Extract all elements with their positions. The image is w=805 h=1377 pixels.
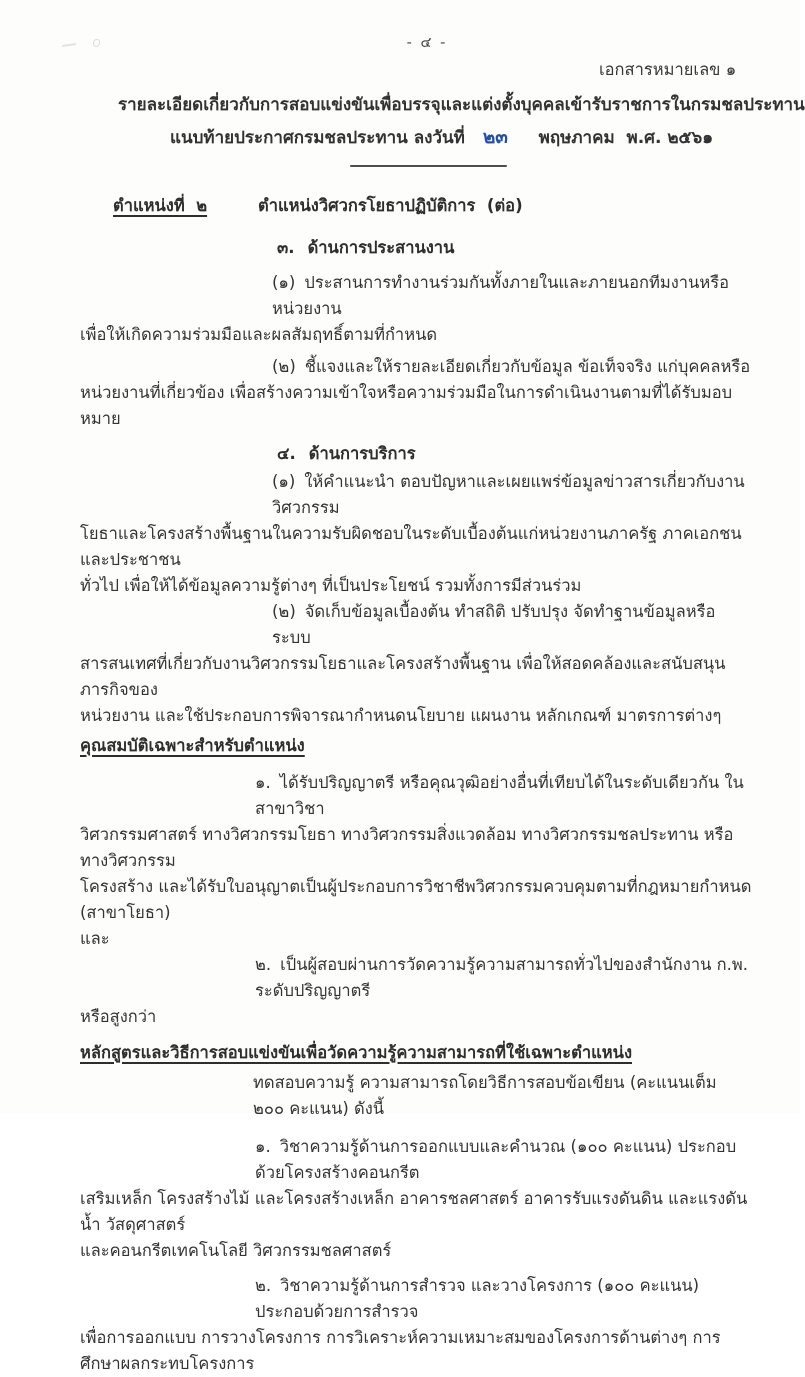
line-text: หรือสูงกว่า [80, 1007, 157, 1026]
line-text: โยธาและโครงสร้างพื้นฐานในความรับผิดชอบในระดับเบื้องต้นแก่หน่วยงานภาครัฐ ภาคเอกชน และประชาชน [80, 524, 747, 569]
text-line [80, 380, 752, 432]
text-line [80, 874, 757, 926]
line-text: เพื่อการออกแบบ การวางโครงการ การวิเคราะห์ความเหมาะสมของโครงการด้านต่างๆ การศึกษาผลกระทบโครงการ [80, 1328, 721, 1373]
item-number: ๓. [277, 238, 295, 257]
line-text: วิศวกรรมศาสตร์ ทางวิศวกรรมโยธา ทางวิศวกรรมสิ่งแวดล้อม ทางวิศวกรรมชลประทาน หรือทางวิศวกรรม [80, 825, 734, 870]
subtitle-prefix: แนบท้ายประกาศกรมชลประทาน ลงวันที่ [170, 128, 465, 148]
paragraph [80, 599, 752, 729]
subheader [80, 441, 752, 467]
paragraph [80, 770, 757, 952]
item-number: (๑) [272, 472, 296, 491]
line-text: ทดสอบความรู้ ความสามารถโดยวิธีการสอบข้อเขียน (คะแนนเต็ม ๒๐๐ คะแนน) ดังนี้ [253, 1073, 722, 1118]
text-line [80, 1325, 752, 1377]
text-line [80, 926, 752, 952]
item-number: (๑) [272, 273, 296, 292]
paragraph [80, 469, 752, 599]
text-line [80, 733, 752, 759]
text-line [80, 1238, 752, 1264]
text-line [80, 235, 752, 261]
line-text: จัดเก็บข้อมูลเบื้องต้น ทำสถิติ ปรับปรุง จัดทำฐานข้อมูลหรือระบบ [272, 602, 716, 647]
position-row [80, 193, 752, 219]
text-line [80, 1070, 752, 1122]
item-number: ๒. [255, 1276, 272, 1295]
paragraph [80, 952, 769, 1030]
text-line [80, 703, 752, 729]
text-line [80, 441, 752, 467]
text-line [80, 822, 752, 874]
page-number: - ๔ - [406, 35, 448, 51]
text-line [80, 599, 752, 651]
section-header [80, 733, 752, 759]
paragraph [80, 270, 752, 348]
line-text: วิชาความรู้ด้านการออกแบบและคำนวณ (๑๐๐ คะแนน) ประกอบด้วยโครงสร้างคอนกรีต [255, 1137, 737, 1182]
line-text: ให้คำแนะนำ ตอบปัญหาและเผยแพร่ข้อมูลข่าวสารเกี่ยวกับงานวิศวกรรม [272, 472, 745, 517]
subtitle-suffix: พฤษภาคม พ.ศ. ๒๕๖๑ [538, 128, 713, 148]
line-text: โครงสร้าง และได้รับใบอนุญาตเป็นผู้ประกอบการวิชาชีพวิศวกรรมควบคุมตามที่กฎหมายกำหนด (สาขาโยธา) [80, 877, 757, 922]
line-text: เป็นผู้สอบผ่านการวัดความรู้ความสามารถทั่วไปของสำนักงาน ก.พ. ระดับปริญญาตรี [255, 955, 769, 1000]
text-line [80, 469, 752, 521]
scan-artifact [93, 39, 100, 47]
paragraph [80, 1273, 752, 1377]
text-line [80, 651, 752, 703]
text-line [80, 770, 752, 822]
text-line [80, 1186, 752, 1238]
subheader [80, 235, 752, 261]
line-text: และ [80, 929, 110, 948]
line-text: คุณสมบัติเฉพาะสำหรับตำแหน่ง [80, 736, 305, 755]
line-text: สารสนเทศที่เกี่ยวกับงานวิศวกรรมโยธาและโครงสร้างพื้นฐาน เพื่อให้สอดคล้องและสนับสนุนภารกิจของ [80, 654, 726, 699]
item-number: ๒. [255, 955, 272, 974]
line-text: วิชาความรู้ด้านการสำรวจ และวางโครงการ (๑๐๐ คะแนน) ประกอบด้วยการสำรวจ [255, 1276, 705, 1321]
line-text: ได้รับปริญญาตรี หรือคุณวุฒิอย่างอื่นที่เทียบได้ในระดับเดียวกัน ในสาขาวิชา [255, 773, 744, 818]
item-number: ๔. [277, 444, 296, 463]
text-line [80, 270, 752, 322]
text-line [80, 1004, 752, 1030]
line-text: ด้านการบริการ [308, 444, 416, 463]
text-line [80, 1040, 752, 1066]
document-subtitle [170, 123, 713, 152]
section-header [80, 1040, 752, 1066]
text-line [80, 322, 752, 348]
paragraph [80, 1070, 752, 1122]
text-line [80, 1273, 752, 1325]
line-text: ด้านการประสานงาน [307, 238, 455, 257]
item-number: ๑. [255, 1137, 271, 1156]
line-text: หน่วยงาน และใช้ประกอบการพิจารณากำหนดนโยบาย แผนงาน หลักเกณฑ์ มาตรการต่างๆ [80, 706, 722, 725]
line-text: หน่วยงานที่เกี่ยวข้อง เพื่อสร้างความเข้าใจหรือความร่วมมือในการดำเนินงานตามที่ได้รับมอบหมาย [80, 383, 733, 428]
line-text: ชี้แจงและให้รายละเอียดเกี่ยวกับข้อมูล ข้อเท็จจริง แก่บุคคลหรือ [304, 357, 751, 376]
item-number: ๑. [255, 773, 271, 792]
line-text: เสริมเหล็ก โครงสร้างไม้ และโครงสร้างเหล็ก อาคารชลศาสตร์ อาคารรับแรงดันดิน และแรงดันน้ำ วัสดุศาสตร์ [80, 1189, 748, 1234]
paragraph [80, 354, 752, 432]
text-line [80, 952, 769, 1004]
line-text: ทั่วไป เพื่อให้ได้ข้อมูลความรู้ต่างๆ ที่เป็นประโยชน์ รวมทั้งการมีส่วนร่วม [80, 576, 582, 595]
position-title: ตำแหน่งวิศวกรโยธาปฏิบัติการ (ต่อ) [258, 196, 523, 215]
document-title: รายละเอียดเกี่ยวกับการสอบแข่งขันเพื่อบรรจุและแต่งตั้งบุคคลเข้ารับราชการในกรมชลประทาน [118, 95, 805, 115]
text-line [80, 354, 752, 380]
line-text: และคอนกรีตเทคโนโลยี วิศวกรรมชลศาสตร์ [80, 1241, 392, 1260]
document-number-label: เอกสารหมายเลข ๑ [599, 60, 737, 79]
line-text: หลักสูตรและวิธีการสอบแข่งขันเพื่อวัดความรู้ความสามารถที่ใช้เฉพาะตำแหน่ง [80, 1043, 633, 1062]
line-text: เพื่อให้เกิดความร่วมมือและผลสัมฤทธิ์ตามที่กำหนด [80, 325, 438, 344]
item-number: (๒) [272, 602, 296, 621]
document-body [80, 193, 769, 1377]
text-line [80, 1134, 752, 1186]
position-label: ตำแหน่งที่ ๒ [113, 196, 208, 215]
paragraph [80, 1134, 752, 1264]
scan-artifact [62, 43, 76, 47]
line-text: ประสานการทำงานร่วมกันทั้งภายในและภายนอกทีมงานหรือหน่วยงาน [272, 273, 729, 318]
text-line [80, 521, 752, 573]
divider-rule [350, 165, 507, 167]
item-number: (๒) [272, 357, 296, 376]
handwritten-date: ๒๓ [482, 126, 508, 149]
text-line [80, 573, 752, 599]
